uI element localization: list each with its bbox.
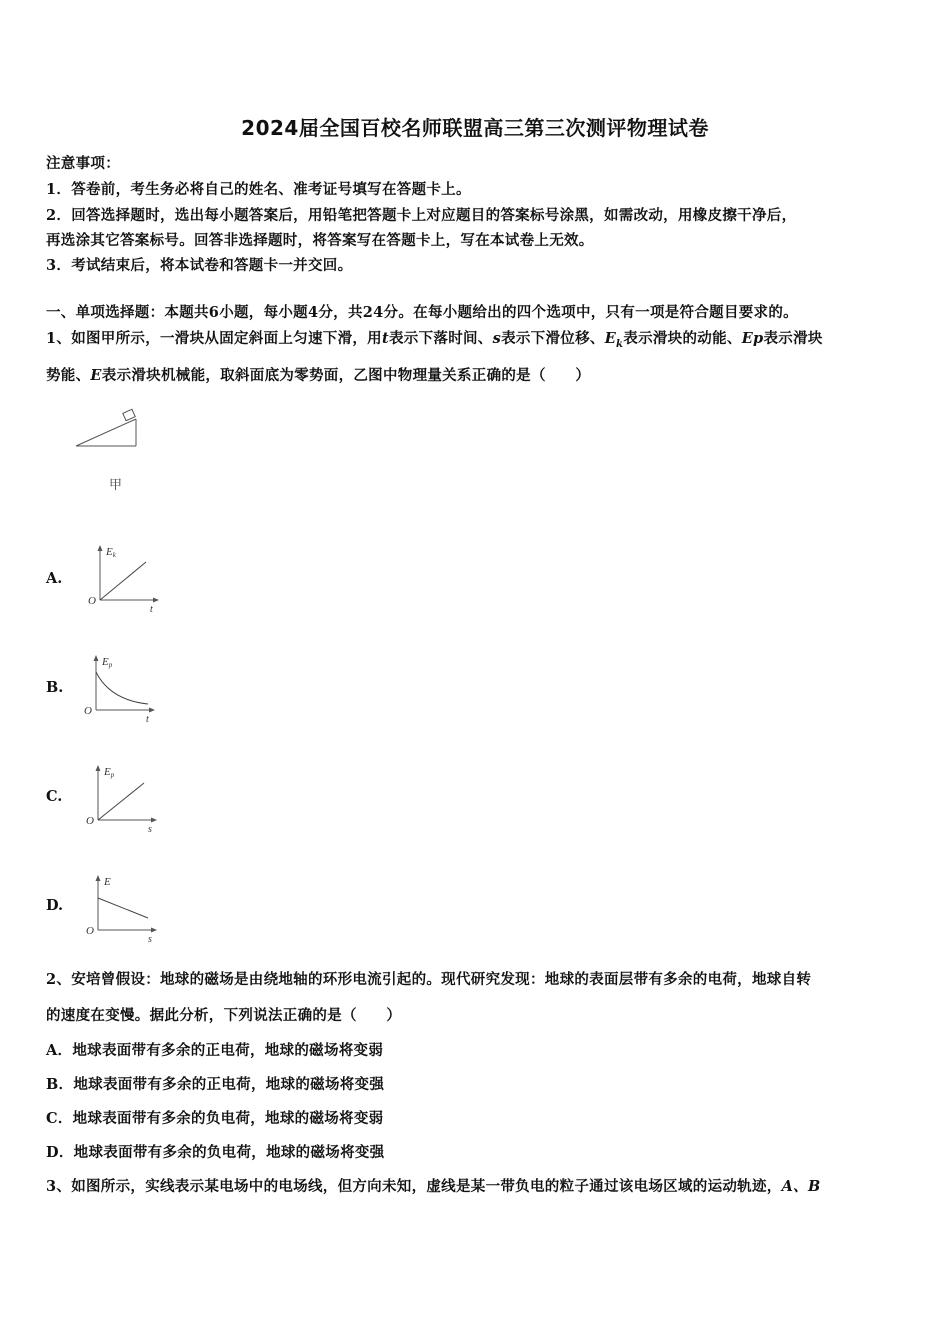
x-label: t bbox=[146, 714, 149, 724]
notice-item: 2．回答选择题时，选出每小题答案后，用铅笔把答题卡上对应题目的答案标号涂黑，如需改动，用橡皮擦干净后， bbox=[46, 207, 797, 224]
origin-label: O bbox=[86, 815, 94, 827]
curve bbox=[100, 562, 146, 600]
q1-var-s: s bbox=[492, 330, 502, 347]
question-2-line-1: 2、安培曾假设：地球的磁场是由绕地轴的环形电流引起的。现代研究发现：地球的表面层带有多余的电荷，地球自转 bbox=[46, 971, 812, 988]
page-title: 2024届全国百校名师联盟高三第三次测评物理试卷 bbox=[241, 116, 709, 140]
y-arrow bbox=[98, 545, 103, 551]
q2-option-d: D．地球表面带有多余的负电荷，地球的磁场将变强 bbox=[46, 1144, 385, 1161]
option-c-graph bbox=[82, 762, 162, 834]
q1-text: 势能、 bbox=[46, 367, 91, 384]
q2-option-b: B．地球表面带有多余的正电荷，地球的磁场将变强 bbox=[46, 1076, 385, 1093]
x-arrow bbox=[151, 818, 157, 823]
notice-item: 3．考试结束后，将本试卷和答题卡一并交回。 bbox=[46, 257, 353, 274]
q2-option-c: C．地球表面带有多余的负电荷，地球的磁场将变弱 bbox=[46, 1110, 384, 1127]
x-arrow bbox=[153, 598, 159, 603]
q1-var-t: t bbox=[382, 330, 389, 347]
notice-item: 再选涂其它答案标号。回答非选择题时，将答案写在答题卡上，写在本试卷上无效。 bbox=[46, 232, 594, 249]
x-label: s bbox=[148, 824, 152, 834]
curve bbox=[98, 783, 144, 820]
option-a-label: A. bbox=[46, 570, 63, 587]
y-label: E bbox=[104, 876, 111, 888]
incline-figure bbox=[70, 405, 150, 455]
slider-block bbox=[123, 409, 135, 420]
q3-text: 3、如图所示，实线表示某电场中的电场线，但方向未知，虚线是某一带负电的粒子通过该电场区域的运动轨迹， bbox=[46, 1178, 782, 1195]
option-a-graph bbox=[84, 542, 164, 614]
y-arrow bbox=[94, 655, 99, 661]
question-3-line-1 bbox=[46, 1175, 821, 1196]
q1-var-ep: Ep bbox=[741, 330, 764, 347]
y-label: Ek bbox=[106, 546, 116, 559]
section-header: 一、单项选择题：本题共6小题，每小题4分，共24分。在每小题给出的四个选项中，只有一项是符合题目要求的。 bbox=[46, 304, 798, 321]
y-label: Ep bbox=[104, 766, 115, 779]
notice-item: 1．答卷前，考生务必将自己的姓名、准考证号填写在答题卡上。 bbox=[46, 181, 471, 198]
x-label: s bbox=[148, 934, 152, 944]
q1-var-ek-sub: k bbox=[616, 338, 624, 350]
option-b-graph bbox=[80, 652, 160, 724]
incline-slope bbox=[76, 419, 136, 446]
option-d-label: D. bbox=[46, 897, 64, 914]
curve bbox=[96, 672, 148, 704]
q1-var-e: E bbox=[90, 367, 102, 384]
curve bbox=[98, 898, 148, 918]
q1-var-ek: E bbox=[604, 330, 617, 347]
option-d-graph bbox=[82, 872, 162, 944]
q1-text: 表示下落时间、 bbox=[389, 330, 493, 347]
origin-label: O bbox=[88, 595, 96, 607]
option-c-label: C. bbox=[46, 788, 63, 805]
q2-option-a: A．地球表面带有多余的正电荷，地球的磁场将变弱 bbox=[46, 1042, 384, 1059]
q3-points: A、B bbox=[781, 1178, 821, 1195]
origin-label: O bbox=[84, 705, 92, 717]
y-arrow bbox=[96, 765, 101, 771]
q1-text: 表示下滑位移、 bbox=[501, 330, 605, 347]
figure-caption: 甲 bbox=[109, 478, 123, 493]
origin-label: O bbox=[86, 925, 94, 937]
q1-text: 1、如图甲所示，一滑块从固定斜面上匀速下滑，用 bbox=[46, 330, 382, 347]
q1-text: 表示滑块的动能、 bbox=[623, 330, 742, 347]
q1-text: 表示滑块机械能，取斜面底为零势面，乙图中物理量关系正确的是（ ） bbox=[101, 367, 591, 384]
y-arrow bbox=[96, 875, 101, 881]
x-arrow bbox=[151, 928, 157, 933]
question-1-line-1 bbox=[46, 327, 823, 350]
option-b-label: B. bbox=[46, 679, 64, 696]
x-label: t bbox=[150, 604, 153, 614]
q1-text: 表示滑块 bbox=[763, 330, 823, 347]
y-label: Ep bbox=[102, 656, 113, 669]
notice-heading: 注意事项： bbox=[46, 155, 120, 172]
question-1-line-2 bbox=[46, 364, 590, 385]
x-arrow bbox=[149, 708, 155, 713]
question-2-line-2: 的速度在变慢。据此分析，下列说法正确的是（ ） bbox=[46, 1007, 402, 1024]
